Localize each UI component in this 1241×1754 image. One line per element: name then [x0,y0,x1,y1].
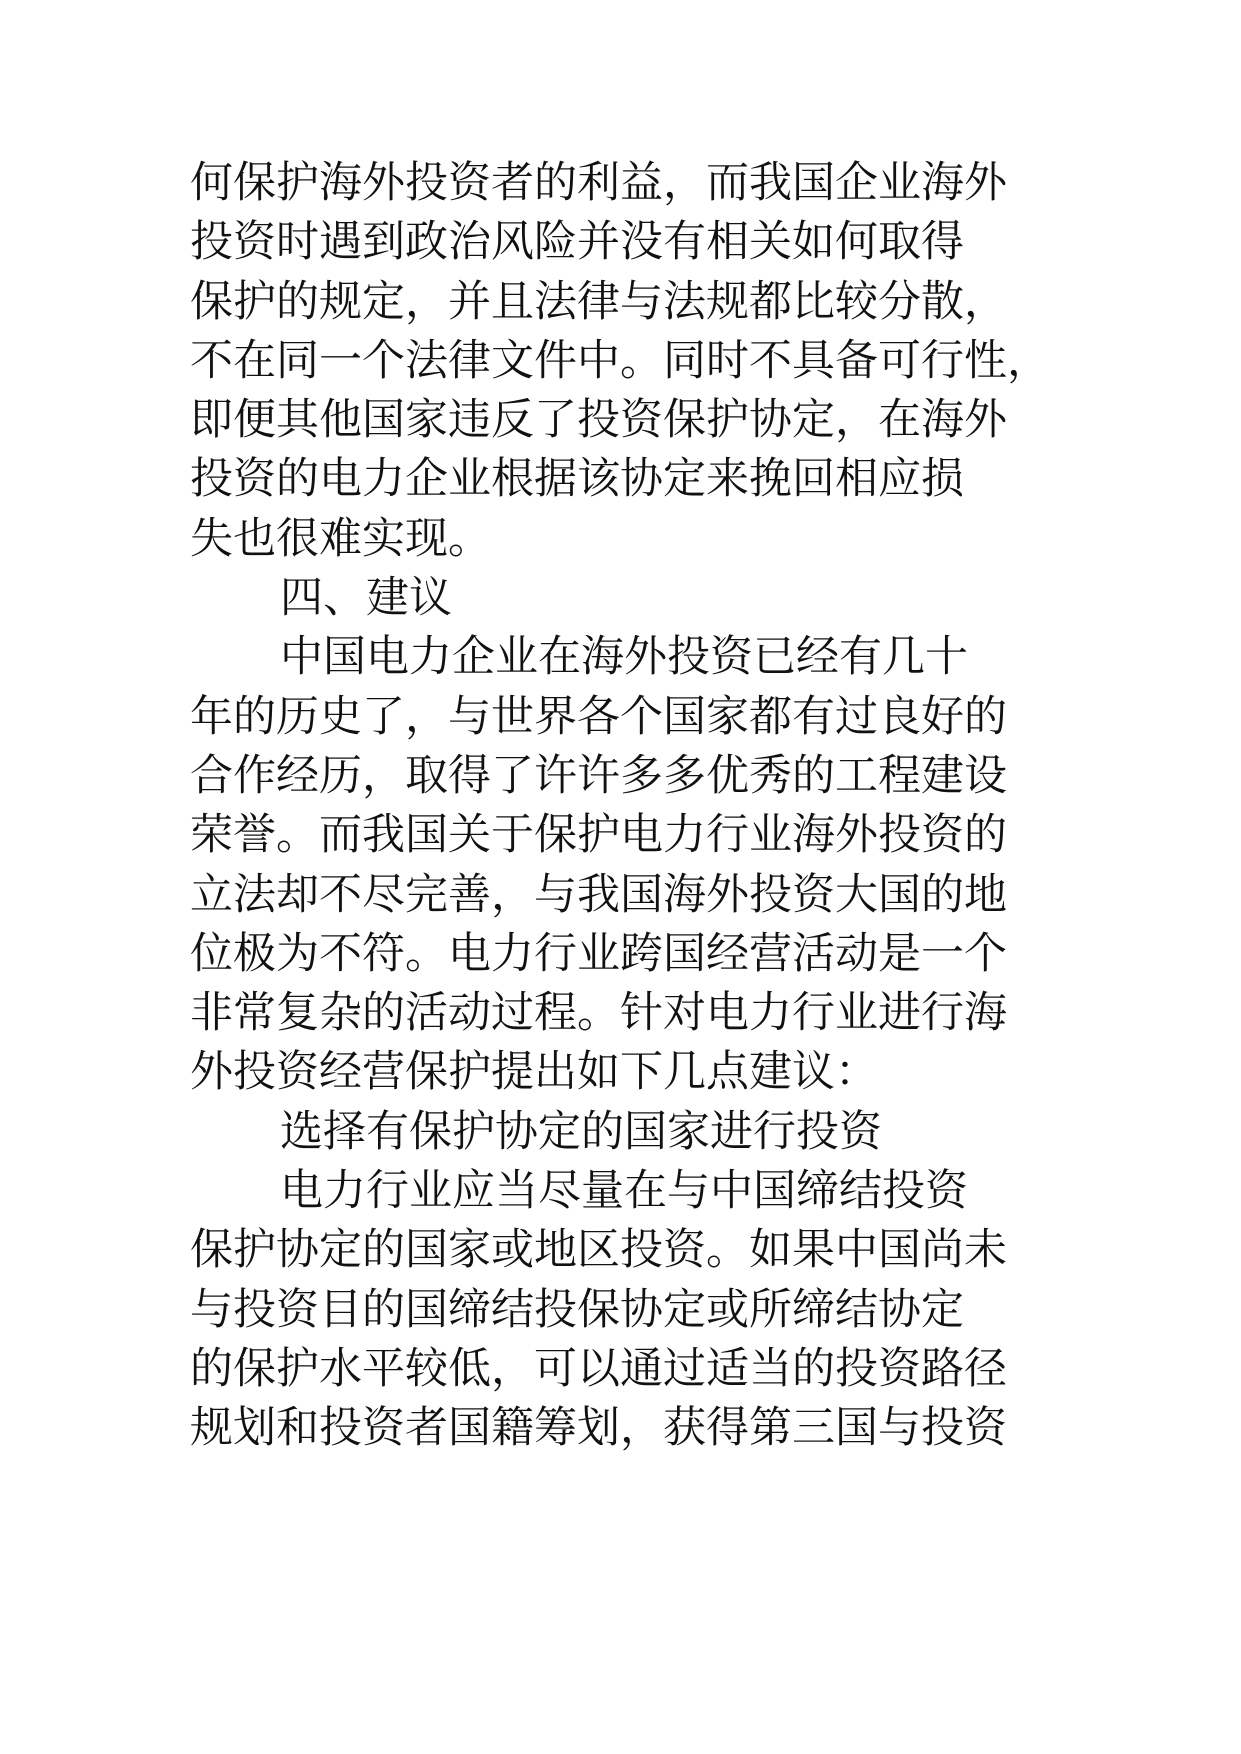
text-line: 立法却不尽完善，与我国海外投资大国的地 [190,869,1007,920]
text-line: 投资的电力企业根据该协定来挽回相应损 [190,454,964,505]
text-line: 投资时遇到政治风险并没有相关如何取得 [190,217,964,268]
body-text [190,154,1090,1459]
text-line: 位极为不符。电力行业跨国经营活动是一个 [190,928,1007,979]
text-line: 保护的规定，并且法律与法规都比较分散， [190,276,1007,327]
text-line: 何保护海外投资者的利益，而我国企业海外 [190,158,1007,208]
text-line: 不在同一个法律文件中。同时不具备可行性， [190,335,1050,386]
subsection-heading: 选择有保护协定的国家进行投资 [280,1106,882,1157]
text-line: 非常复杂的活动过程。针对电力行业进行海 [190,988,1007,1039]
text-line: 失也很难实现。 [190,513,491,564]
text-line: 与投资目的国缔结投保协定或所缔结协定 [190,1284,964,1335]
text-line: 外投资经营保护提出如下几点建议： [190,1047,878,1098]
text-line: 即便其他国家违反了投资保护协定，在海外 [190,395,1007,446]
text-line: 的保护水平较低，可以通过适当的投资路径 [190,1343,1007,1394]
text-line: 中国电力企业在海外投资已经有几十 [280,632,968,683]
text-line: 年的历史了，与世界各个国家都有过良好的 [190,691,1007,742]
text-line: 规划和投资者国籍筹划，获得第三国与投资 [190,1403,1007,1454]
text-line: 电力行业应当尽量在与中国缔结投资 [280,1166,968,1217]
text-line: 荣誉。而我国关于保护电力行业海外投资的 [190,810,1007,861]
section-heading: 四、建议 [280,573,452,624]
text-line: 保护协定的国家或地区投资。如果中国尚未 [190,1225,1007,1276]
text-line: 合作经历，取得了许许多多优秀的工程建设 [190,750,1007,801]
